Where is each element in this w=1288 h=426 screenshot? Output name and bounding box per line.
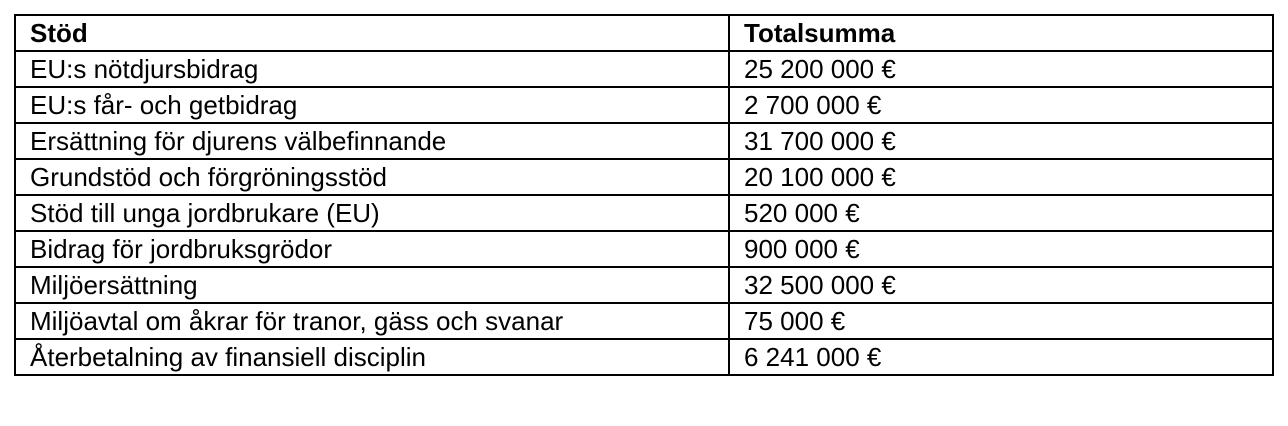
header-support: Stöd: [15, 15, 729, 51]
total-amount-cell: 32 500 000 €: [729, 267, 1273, 303]
total-amount-cell: 20 100 000 €: [729, 159, 1273, 195]
table-row: [15, 87, 1273, 123]
support-name-cell: Bidrag för jordbruksgrödor: [15, 231, 729, 267]
table-row: [15, 231, 1273, 267]
total-amount-cell: 520 000 €: [729, 195, 1273, 231]
support-name-cell: Återbetalning av finansiell disciplin: [15, 339, 729, 375]
support-name-cell: Grundstöd och förgröningsstöd: [15, 159, 729, 195]
table-row: [15, 303, 1273, 339]
total-amount-cell: 25 200 000 €: [729, 51, 1273, 87]
support-name-cell: EU:s nötdjursbidrag: [15, 51, 729, 87]
total-amount-cell: 75 000 €: [729, 303, 1273, 339]
support-name-cell: Ersättning för djurens välbefinnande: [15, 123, 729, 159]
table-row: [15, 123, 1273, 159]
table-row: [15, 51, 1273, 87]
total-amount-cell: 31 700 000 €: [729, 123, 1273, 159]
support-totals-table: [14, 14, 1274, 376]
table-row: [15, 159, 1273, 195]
table-header-row: [15, 15, 1273, 51]
support-name-cell: Miljöersättning: [15, 267, 729, 303]
support-name-cell: Stöd till unga jordbrukare (EU): [15, 195, 729, 231]
support-name-cell: Miljöavtal om åkrar för tranor, gäss och svanar: [15, 303, 729, 339]
total-amount-cell: 6 241 000 €: [729, 339, 1273, 375]
support-name-cell: EU:s får- och getbidrag: [15, 87, 729, 123]
table-row: [15, 339, 1273, 375]
total-amount-cell: 900 000 €: [729, 231, 1273, 267]
table-row: [15, 267, 1273, 303]
table-row: [15, 195, 1273, 231]
header-total: Totalsumma: [729, 15, 1273, 51]
total-amount-cell: 2 700 000 €: [729, 87, 1273, 123]
